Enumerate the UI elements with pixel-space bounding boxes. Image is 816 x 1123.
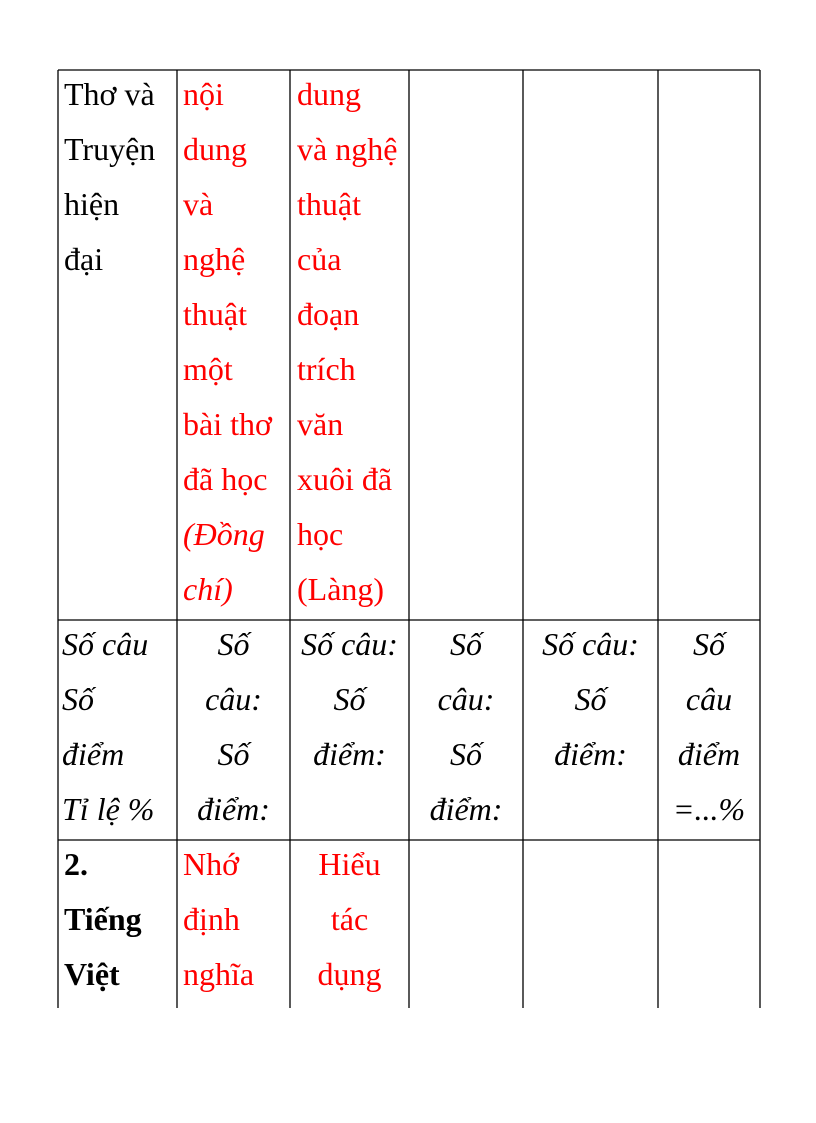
recognition-line: đã học xyxy=(183,461,268,497)
understanding-line: và nghệ xyxy=(297,131,398,167)
recognition-line: một xyxy=(183,351,233,387)
recognition-line: nội xyxy=(183,76,224,112)
stats-col2-line: Số xyxy=(217,736,250,772)
stats-col5-cell xyxy=(523,617,658,782)
stats-label-cell xyxy=(62,617,177,837)
topic-line: hiện xyxy=(64,186,120,222)
stats-col3-line: Số xyxy=(333,681,366,717)
stats-col3-cell xyxy=(290,617,409,782)
section2-topic-line: Tiếng xyxy=(64,901,142,937)
section2-recognition-line: nghĩa xyxy=(183,956,255,992)
section2-understanding-cell xyxy=(290,837,409,1002)
section2-topic-cell xyxy=(64,837,176,1002)
stats-label-line: điểm xyxy=(62,736,125,772)
recognition-line: (Đồng xyxy=(183,516,265,552)
section2-recognition-line: định xyxy=(183,901,240,937)
recognition-line: chí) xyxy=(183,571,233,607)
topic-cell xyxy=(64,67,176,287)
stats-col2-line: Số xyxy=(217,626,250,662)
stats-label-line: Tỉ lệ % xyxy=(62,791,155,827)
stats-col2-line: điểm: xyxy=(197,791,270,827)
recognition-cell xyxy=(183,67,289,617)
section2-topic-line: 2. xyxy=(64,846,88,882)
recognition-line: và xyxy=(183,186,214,222)
recognition-line: nghệ xyxy=(183,241,246,277)
stats-col6-line: câu xyxy=(685,681,733,717)
stats-col5-line: điểm: xyxy=(554,736,627,772)
section2-understanding-line: dụng xyxy=(317,956,382,992)
stats-col4-cell xyxy=(409,617,523,837)
understanding-cell xyxy=(297,67,409,617)
section2-recognition-line: Nhớ xyxy=(183,846,240,882)
understanding-line: dung xyxy=(297,76,361,112)
recognition-line: bài thơ xyxy=(183,406,272,442)
stats-col4-line: Số xyxy=(450,626,482,662)
stats-label-line: Số xyxy=(62,681,94,717)
understanding-line: trích xyxy=(297,351,356,387)
section2-understanding-line: tác xyxy=(330,901,369,937)
topic-line: Truyện xyxy=(64,131,156,167)
stats-col4-line: điểm: xyxy=(429,791,503,827)
stats-col2-line: câu: xyxy=(205,681,262,717)
stats-col4-line: Số xyxy=(450,736,482,772)
stats-col2-cell xyxy=(177,617,290,837)
stats-label-line: Số câu xyxy=(62,626,149,662)
section2-topic-line: Việt xyxy=(64,956,120,992)
understanding-line: xuôi đã xyxy=(297,461,393,497)
understanding-line: học xyxy=(297,516,344,552)
stats-col4-line: câu: xyxy=(437,681,495,717)
stats-col6-line: Số xyxy=(693,626,725,662)
stats-col5-line: Số xyxy=(574,681,607,717)
section2-understanding-line: Hiểu xyxy=(318,846,381,882)
understanding-line: đoạn xyxy=(297,296,360,332)
understanding-line: (Làng) xyxy=(297,571,385,607)
understanding-line: văn xyxy=(297,406,344,442)
stats-col3-line: Số câu: xyxy=(301,626,398,662)
stats-col3-line: điểm: xyxy=(313,736,386,772)
recognition-line: thuật xyxy=(183,296,247,332)
stats-col5-line: Số câu: xyxy=(542,626,639,662)
section2-recognition-cell xyxy=(183,837,289,1002)
stats-col6-line: =...% xyxy=(672,791,746,827)
recognition-line: dung xyxy=(183,131,247,167)
understanding-line: của xyxy=(297,241,342,277)
topic-line: đại xyxy=(64,241,104,277)
topic-line: Thơ và xyxy=(64,76,155,112)
stats-col6-cell xyxy=(658,617,760,837)
understanding-line: thuật xyxy=(297,186,361,222)
stats-col6-line: điểm xyxy=(677,736,741,772)
